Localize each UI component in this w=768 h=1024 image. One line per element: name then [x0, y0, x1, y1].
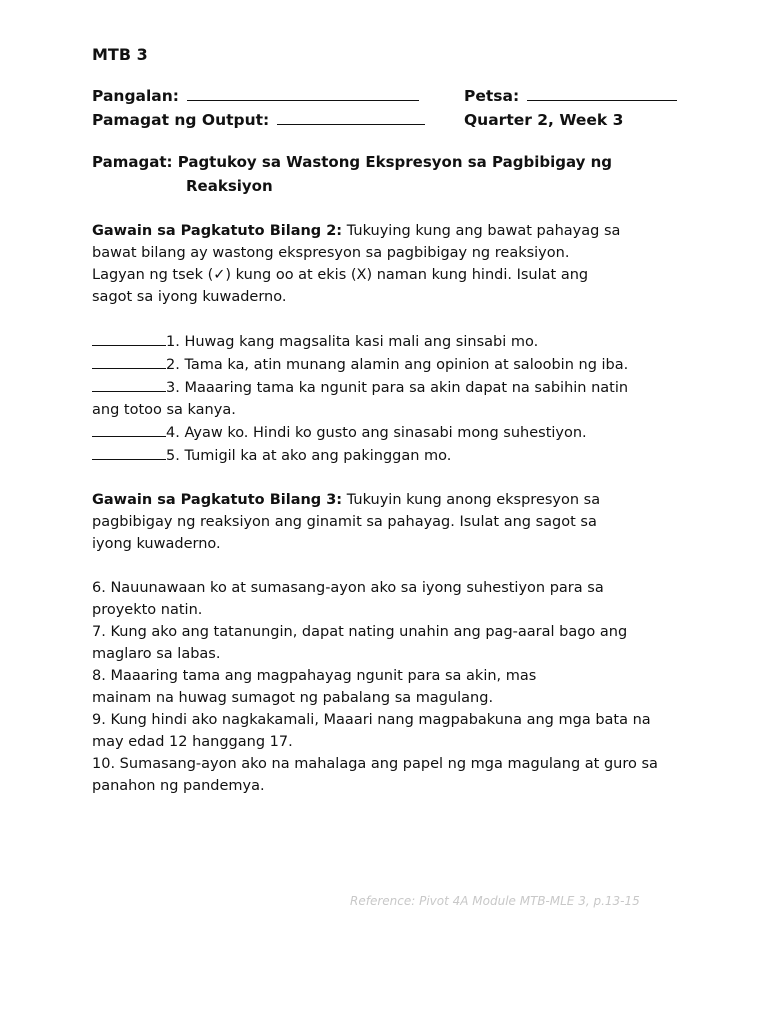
list-item: 1. Huwag kang magsalita kasi mali ang sinsabi mo. — [92, 330, 692, 353]
list-item: 2. Tama ka, atin munang alamin ang opinion at saloobin ng iba. — [92, 353, 692, 376]
answer-blank — [92, 376, 166, 392]
answer-blank — [92, 353, 166, 369]
answer-blank — [92, 330, 166, 346]
list-item: panahon ng pandemya. — [92, 778, 265, 794]
subject-title: MTB 3 — [92, 45, 148, 64]
output-label: Pamagat ng Output: — [92, 111, 270, 129]
activity-2: Gawain sa Pagkatuto Bilang 2: Tukuying kung ang bawat pahayag sa bawat bilang ay wastong ekspresyon sa pagbibigay ng reaksiyon. Lagyan ng tsek (✓) kung oo at ekis (X) naman kung hindi. Isulat ang sagot sa iyong kuwaderno. 1. Huwag kang magsalita kasi mali ang sinsabi mo. 2. Tama ka, atin munang alamin ang opinion at saloobin ng iba. 3. Maaaring tama ka ngunit para sa akin dapat na sabihin natin ang totoo sa kanya. 4. Ayaw ko. Hindi ko gusto ang sinasabi mong suhestiyon. 5. Tumigil ka at ako ang pakinggan mo. — [92, 220, 692, 467]
header-row-1 — [92, 84, 692, 108]
answer-blank — [92, 444, 166, 460]
list-item: 8. Maaaring tama ang magpahayag ngunit para sa akin, mas — [92, 668, 537, 684]
date-blank — [527, 84, 677, 101]
list-item-continuation: ang totoo sa kanya. — [92, 402, 236, 418]
list-item: 9. Kung hindi ako nagkakamali, Maaari nang magpabakuna ang mga bata na — [92, 712, 651, 728]
list-item: 6. Nauunawaan ko at sumasang-ayon ako sa iyong suhestiyon para sa — [92, 580, 604, 596]
list-item: 3. Maaaring tama ka ngunit para sa akin dapat na sabihin natin — [92, 376, 692, 399]
header-row-2 — [92, 108, 692, 132]
list-item: 5. Tumigil ka at ako ang pakinggan mo. — [92, 444, 692, 467]
reference-note: Reference: Pivot 4A Module MTB-MLE 3, p.13-15 — [350, 894, 640, 908]
activity-2-heading: Gawain sa Pagkatuto Bilang 2: — [92, 223, 343, 239]
worksheet — [92, 44, 692, 797]
list-item: 10. Sumasang-ayon ako na mahalaga ang papel ng mga magulang at guro sa — [92, 756, 658, 772]
list-item: mainam na huwag sumagot ng pabalang sa magulang. — [92, 690, 494, 706]
activity-3-instructions: Gawain sa Pagkatuto Bilang 3: Tukuyin kung anong ekspresyon sa — [92, 492, 601, 508]
name-label: Pangalan: — [92, 87, 179, 105]
list-item: 7. Kung ako ang tatanungin, dapat nating unahin ang pag-aaral bago ang — [92, 624, 628, 640]
quarter-week: Quarter 2, Week 3 — [464, 111, 624, 129]
activity-3: Gawain sa Pagkatuto Bilang 3: Tukuyin kung anong ekspresyon sa pagbibigay ng reaksiyon ang ginamit sa pahayag. Isulat ang sagot sa iyong kuwaderno. 6. Nauunawaan ko at sumasang-ayon ako sa iyong suhestiyon para sa proyekto natin. 7. Kung ako ang tatanungin, dapat nating unahin ang pag-aaral bago ang maglaro sa labas. 8. Maaaring tama ang magpahayag ngunit para sa akin, mas mainam na huwag sumagot ng pabalang sa magulang. 9. Kung hindi ako nagkakamali, Maaari nang magpabakuna ang mga bata na may edad 12 hanggang 17. 10. Sumasang-ayon ako na mahalaga ang papel ng mga magulang at guro sa panahon ng pandemya. — [92, 489, 692, 797]
lesson-title-line1: Pagtukoy sa Wastong Ekspresyon sa Pagbibigay ng — [177, 153, 613, 171]
list-item: proyekto natin. — [92, 602, 203, 618]
activity-2-instructions: Gawain sa Pagkatuto Bilang 2: Tukuying kung ang bawat pahayag sa — [92, 223, 621, 239]
lesson-title — [92, 150, 692, 198]
answer-blank — [92, 421, 166, 437]
lesson-title-label: Pamagat: — [92, 153, 173, 171]
list-item: maglaro sa labas. — [92, 646, 221, 662]
date-label: Petsa: — [464, 87, 520, 105]
output-blank — [277, 108, 425, 125]
name-blank — [187, 84, 419, 101]
list-item: may edad 12 hanggang 17. — [92, 734, 293, 750]
activity-3-heading: Gawain sa Pagkatuto Bilang 3: — [92, 492, 343, 508]
lesson-title-line2: Reaksiyon — [186, 177, 273, 195]
list-item: 4. Ayaw ko. Hindi ko gusto ang sinasabi mong suhestiyon. — [92, 421, 692, 444]
